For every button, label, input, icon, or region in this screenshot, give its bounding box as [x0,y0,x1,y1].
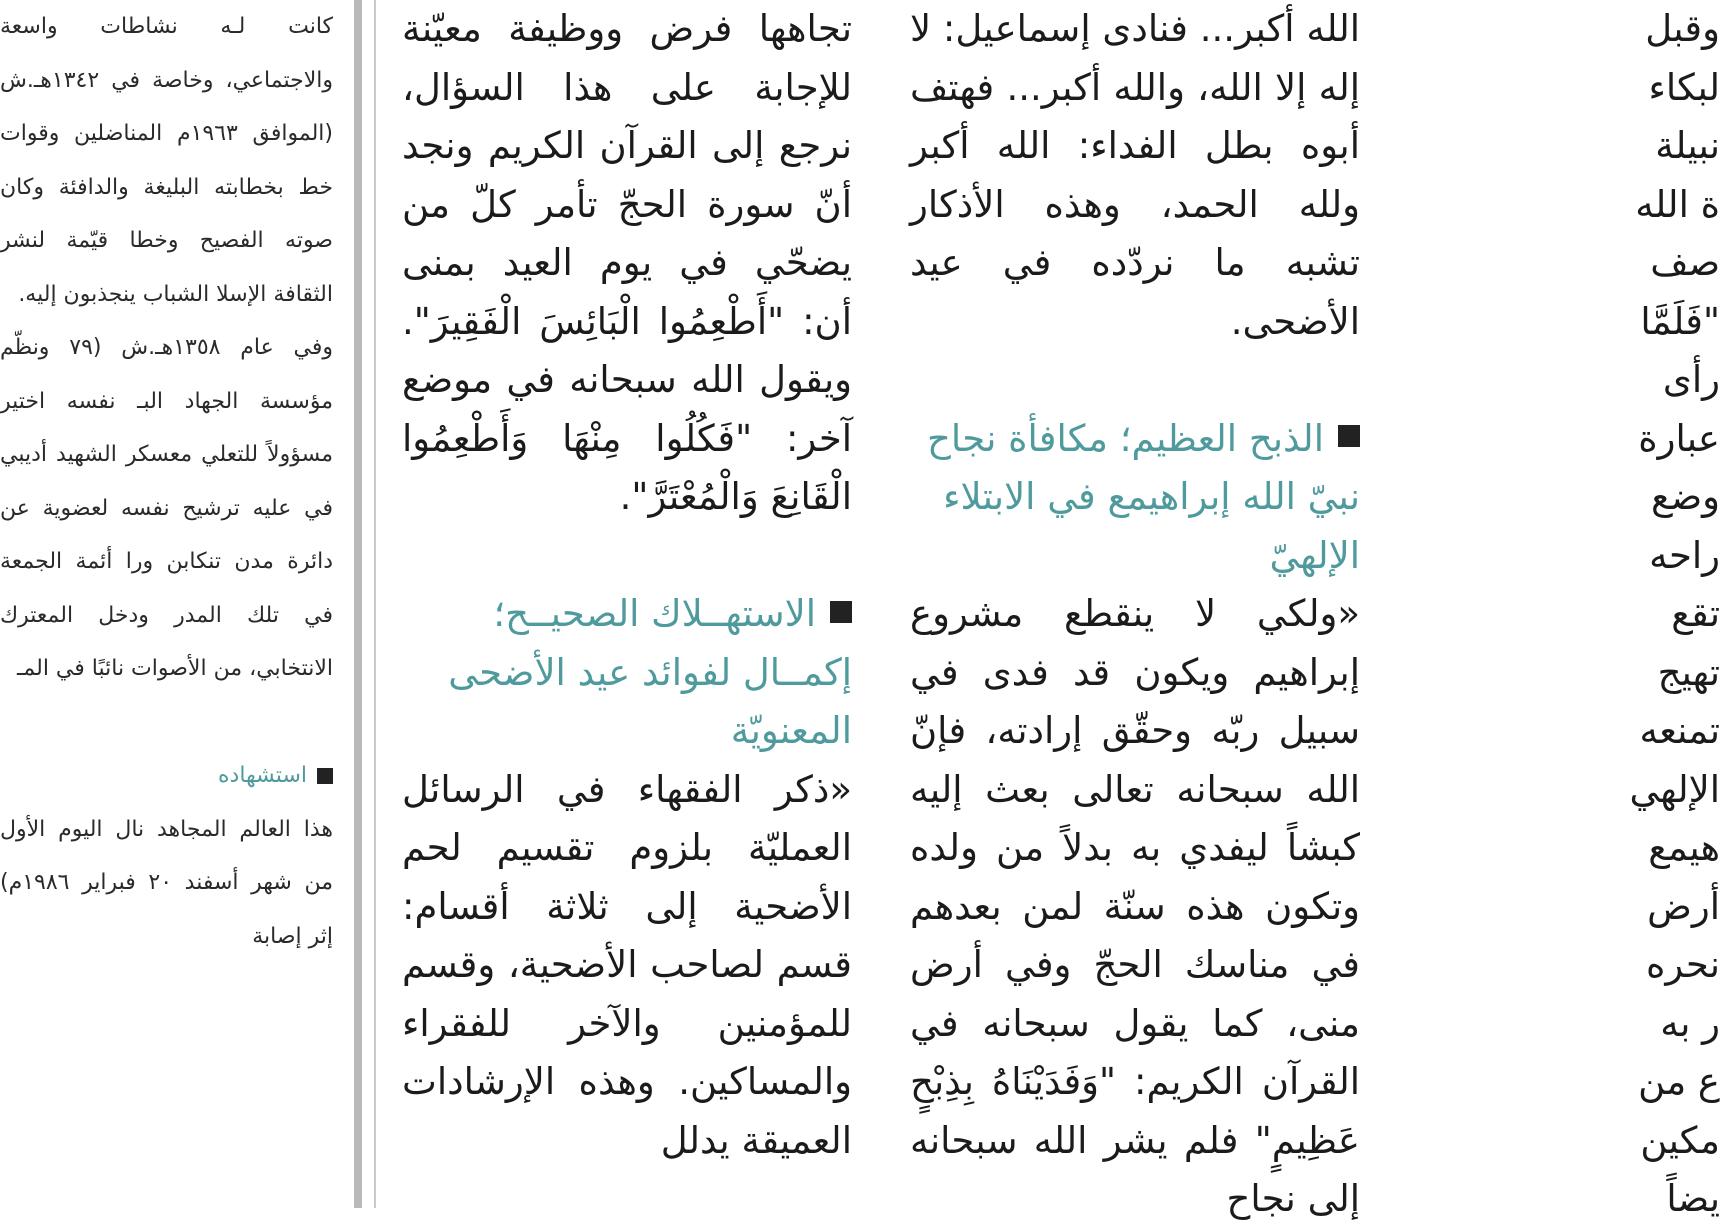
edge-line: نحره [1646,943,1720,986]
edge-line: ر به [1660,1001,1720,1045]
edge-line: تمنعه [1639,709,1720,752]
middle-body-paragraph: «ولكي لا ينقطع مشروع إبراهيم ويكون قد فدى في سبيل ربّه وحقّق إرادته، فإنّ الله سبحانه تعالى بعث إليه كبشاً ليفدي به بدلاً من ولده وتكون هذه سنّة لمن بعدهم في مناسك الحجّ وفي أرض منى، كما يقول سبحانه في القرآن الكريم: "وَفَدَيْنَاهُ بِذِبْحٍ عَظِيمٍ" فلم يشر الله سبحانه إلى نجاح [910,592,1360,1220]
edge-line: رأى [1662,358,1720,401]
left-section-heading: الاستهــلاك الصحيــح؛ إكمــال لفوائد عيد الأضحى المعنويّة [448,592,852,752]
edge-line: هيمع [1648,826,1720,869]
edge-line: تقع [1671,592,1720,635]
left-body-paragraph: «ذكر الفقهاء في الرسائل العمليّة بلزوم تقسيم لحم الأضحية إلى ثلاثة أقسام: قسم لصاحب الأضحية، وقسم للمؤمنين والآخر للفقراء والمساكين. وهذه الإرشادات العميقة يدلل [402,767,852,1162]
edge-column [1420,0,1720,1220]
middle-column [910,0,1360,1220]
edge-lines [1420,0,1720,1229]
edge-line: ة الله [1635,182,1720,226]
edge-line: "فَلَمَّا [1640,299,1720,343]
edge-line: صف [1650,241,1720,284]
square-bullet-icon [1338,425,1360,447]
side-second-paragraph: وفي عام ١٣٥٨هـ.ش (٧٩ ونظّم مؤسسة الجهاد البـ نفسه اختير مسؤولاً للتعلي معسكر الشهيد أديبي في عليه ترشيح نفسه لعضوية عن دائرة مدن تنكابن ورا أئمة الجمعة في تلك المدر ودخل المعترك الانتخابي، من الأصوات نائبًا في المـ [0,335,333,681]
edge-line: نبيلة [1655,124,1720,167]
edge-line: تهيج [1657,650,1720,694]
edge-line: يضاً [1666,1177,1720,1220]
square-bullet-icon [830,601,852,623]
edge-line: وقبل [1645,7,1720,50]
edge-line: ع من [1638,1060,1720,1103]
edge-line: وضع [1651,475,1720,518]
edge-line: لبكاء [1648,65,1720,109]
side-column [0,0,333,1208]
edge-line: مكين [1640,1118,1720,1162]
side-body-paragraph: هذا العالم المجاهد نال اليوم الأول من شهر أسفند ٢٠ فبراير ١٩٨٦م) إثر إصابة [0,816,333,949]
edge-line: الإلهي [1629,767,1720,811]
side-top-paragraph: كانت لـه نشاطات واسعة والاجتماعي، وخاصة في ١٣٤٢هـ.ش (الموافق ١٩٦٣م المناضلين وقوات خط بخطابته البليغة والدافئة وكان صوته الفصيح وخطا قيّمة لنشر الثقافة الإسلا الشباب ينجذبون إليه. [0,14,333,307]
middle-section-heading: الذبح العظيم؛ مكافأة نجاح نبيّ الله إبراهيمع في الابتلاء الإلهيّ [927,416,1360,577]
left-column [402,0,852,1208]
middle-top-paragraph: الله أكبر... فنادى إسماعيل: لا إله إلا الله، والله أكبر... فهتف أبوه بطل الفداء: الله أكبر ولله الحمد، وهذه الأذكار تشبه ما نردّده في عيد الأضحى. [910,7,1360,343]
column-divider-thin [374,0,376,1208]
side-section-heading: استشهاده [0,749,333,803]
edge-line: راحه [1649,533,1720,577]
edge-line: عبارة [1638,416,1720,460]
square-bullet-icon [317,768,333,784]
edge-line: أرض [1647,884,1720,928]
left-top-paragraph: تجاهها فرض ووظيفة معيّنة للإجابة على هذا السؤال، نرجع إلى القرآن الكريم ونجد أنّ سورة الحجّ تأمر كلّ من يضحّي في يوم العيد بمنى أن: "أَطْعِمُوا الْبَائِسَ الْفَقِيرَ". ويقول الله سبحانه في موضع آخر: "فَكُلُوا مِنْهَا وَأَطْعِمُوا الْقَانِعَ وَالْمُعْتَرَّ". [402,7,852,518]
column-divider-thick [354,0,362,1208]
